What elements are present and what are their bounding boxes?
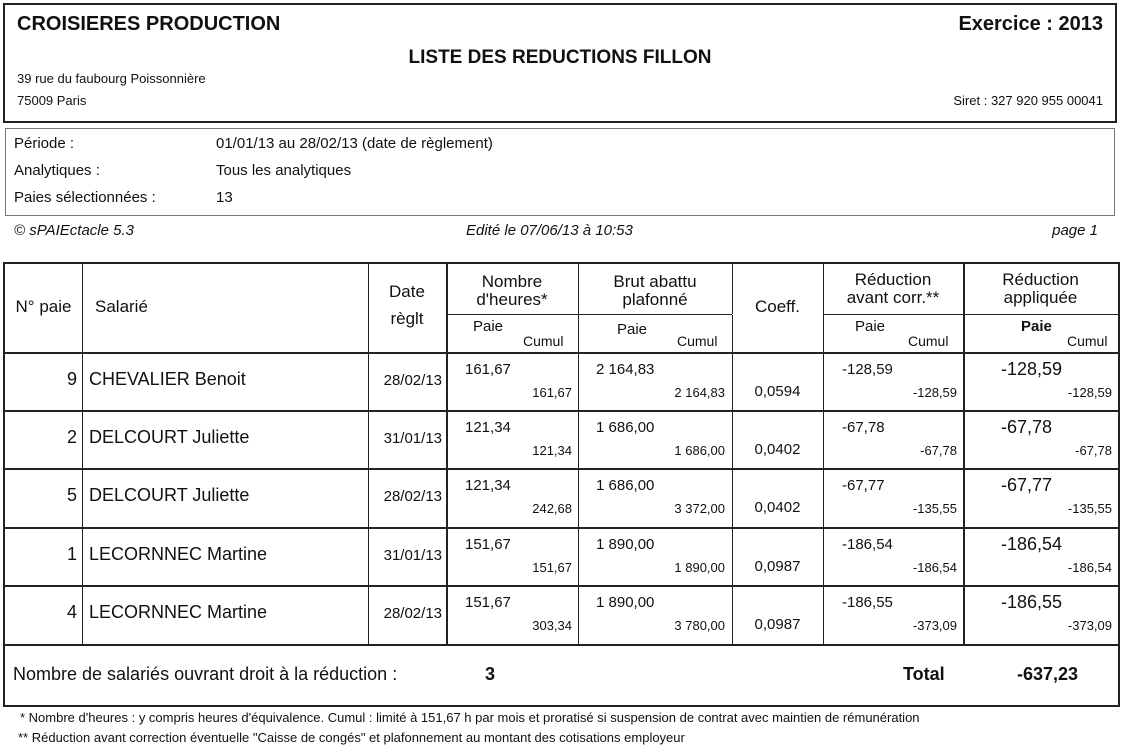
exercise-year: Exercice : 2013 <box>958 13 1103 35</box>
row-reduction-paie: -67,78 <box>842 419 885 436</box>
row-coeff: 0,0402 <box>754 499 801 516</box>
row-brut-cumul: 3 372,00 <box>674 501 725 516</box>
edited-date: Edité le 07/06/13 à 10:53 <box>466 222 633 239</box>
row-salarie: LECORNNEC Martine <box>89 544 268 564</box>
row-num-paie: 1 <box>66 544 77 564</box>
address-line-1: 39 rue du faubourg Poissonnière <box>17 71 206 86</box>
row-heures-cumul: 242,68 <box>532 501 572 516</box>
row-appliquee-paie: -67,77 <box>1001 475 1053 495</box>
row-appliquee-paie: -67,78 <box>1001 417 1053 437</box>
row-coeff: 0,0402 <box>754 441 801 458</box>
row-reduction-cumul: -186,54 <box>912 560 957 575</box>
row-brut-paie: 1 686,00 <box>596 477 655 494</box>
row-reduction-cumul: -373,09 <box>912 618 957 633</box>
siret-number: Siret : 327 920 955 00041 <box>953 93 1103 108</box>
row-brut-paie: 1 890,00 <box>596 594 655 611</box>
header-heures-line2: d'heures* <box>476 290 548 309</box>
row-salarie: DELCOURT Juliette <box>89 427 250 447</box>
subheader-appliquee-cumul: Cumul <box>1067 333 1108 349</box>
subheader-brut-cumul: Cumul <box>677 333 718 349</box>
header-date-line2: règlt <box>390 309 424 328</box>
document-header <box>3 3 1117 123</box>
row-brut-cumul: 2 164,83 <box>674 385 725 400</box>
reductions-table <box>3 262 1120 707</box>
row-date: 31/01/13 <box>383 430 442 447</box>
row-heures-paie: 121,34 <box>465 477 511 494</box>
row-appliquee-cumul: -128,59 <box>1067 385 1112 400</box>
row-heures-cumul: 161,67 <box>532 385 572 400</box>
paies-label: Paies sélectionnées : <box>14 189 156 206</box>
row-num-paie: 5 <box>66 485 77 505</box>
row-date: 31/01/13 <box>383 547 442 564</box>
summary-label: Nombre de salariés ouvrant droit à la réduction : <box>13 664 398 684</box>
row-reduction-paie: -67,77 <box>842 477 885 494</box>
row-salarie: CHEVALIER Benoit <box>89 369 246 389</box>
page-number: page 1 <box>1052 222 1098 239</box>
software-credit: © sPAIEctacle 5.3 <box>14 222 134 239</box>
header-coeff: Coeff. <box>754 297 801 316</box>
row-reduction-paie: -186,55 <box>842 594 893 611</box>
header-num-paie: N° paie <box>15 297 72 316</box>
periode-value: 01/01/13 au 28/02/13 (date de règlement) <box>216 135 493 152</box>
summary-count: 3 <box>485 664 496 684</box>
row-coeff: 0,0987 <box>754 558 801 575</box>
row-heures-cumul: 151,67 <box>532 560 572 575</box>
row-appliquee-paie: -128,59 <box>1001 359 1063 379</box>
row-heures-cumul: 303,34 <box>532 618 572 633</box>
row-brut-paie: 1 686,00 <box>596 419 655 436</box>
header-brut-line1: Brut abattu <box>613 272 697 291</box>
subheader-reduction-paie: Paie <box>855 318 886 335</box>
header-reduction-line2: avant corr.** <box>846 288 940 307</box>
subheader-heures-cumul: Cumul <box>523 333 564 349</box>
row-heures-paie: 121,34 <box>465 419 511 436</box>
company-name: CROISIERES PRODUCTION <box>17 13 281 35</box>
document-title: LISTE DES REDUCTIONS FILLON <box>408 47 712 68</box>
header-appliquee-line1: Réduction <box>1002 270 1079 289</box>
row-brut-cumul: 3 780,00 <box>674 618 725 633</box>
row-coeff: 0,0987 <box>754 616 801 633</box>
row-brut-cumul: 1 686,00 <box>674 443 725 458</box>
row-brut-cumul: 1 890,00 <box>674 560 725 575</box>
row-reduction-cumul: -135,55 <box>912 501 957 516</box>
row-date: 28/02/13 <box>383 372 442 389</box>
row-num-paie: 4 <box>66 602 77 622</box>
row-num-paie: 9 <box>66 369 77 389</box>
row-date: 28/02/13 <box>383 488 442 505</box>
parameters-box <box>5 128 1115 216</box>
row-heures-paie: 151,67 <box>465 594 511 611</box>
total-label: Total <box>903 664 945 684</box>
row-salarie: LECORNNEC Martine <box>89 602 268 622</box>
analytiques-label: Analytiques : <box>14 162 100 179</box>
footnote-heures: * Nombre d'heures : y compris heures d'équivalence. Cumul : limité à 151,67 h par mois et proratisé si suspension de contrat avec maintien de rémunération <box>20 710 920 725</box>
header-salarie: Salarié <box>95 297 148 316</box>
subheader-reduction-cumul: Cumul <box>908 333 949 349</box>
row-brut-paie: 1 890,00 <box>596 536 655 553</box>
row-reduction-paie: -186,54 <box>842 536 893 553</box>
periode-label: Période : <box>14 135 75 152</box>
row-reduction-cumul: -67,78 <box>920 443 957 458</box>
total-value: -637,23 <box>1017 664 1079 684</box>
row-heures-paie: 151,67 <box>465 536 511 553</box>
address-line-2: 75009 Paris <box>17 93 87 108</box>
header-heures-line1: Nombre <box>481 272 543 291</box>
row-appliquee-cumul: -186,54 <box>1067 560 1112 575</box>
row-brut-paie: 2 164,83 <box>596 361 655 378</box>
row-appliquee-paie: -186,54 <box>1001 534 1063 554</box>
row-appliquee-cumul: -67,78 <box>1075 443 1112 458</box>
row-heures-paie: 161,67 <box>465 361 511 378</box>
row-salarie: DELCOURT Juliette <box>89 485 250 505</box>
row-heures-cumul: 121,34 <box>532 443 572 458</box>
header-reduction-line1: Réduction <box>854 270 932 289</box>
row-date: 28/02/13 <box>383 605 442 622</box>
row-coeff: 0,0594 <box>754 383 801 400</box>
row-appliquee-cumul: -373,09 <box>1067 618 1112 633</box>
row-num-paie: 2 <box>66 427 77 447</box>
subheader-brut-paie: Paie <box>617 321 648 338</box>
header-appliquee-line2: appliquée <box>1003 288 1078 307</box>
subheader-appliquee-paie: Paie <box>1021 318 1052 335</box>
analytiques-value: Tous les analytiques <box>216 162 352 179</box>
row-reduction-cumul: -128,59 <box>912 385 957 400</box>
row-appliquee-paie: -186,55 <box>1001 592 1063 612</box>
footnote-reduction: ** Réduction avant correction éventuelle "Caisse de congés" et plafonnement au montant des cotisations employeur <box>18 730 685 745</box>
subheader-heures-paie: Paie <box>473 318 504 335</box>
header-date-line1: Date <box>389 282 425 301</box>
header-brut-line2: plafonné <box>622 290 688 309</box>
row-appliquee-cumul: -135,55 <box>1067 501 1112 516</box>
paies-value: 13 <box>216 189 233 206</box>
row-reduction-paie: -128,59 <box>842 361 893 378</box>
